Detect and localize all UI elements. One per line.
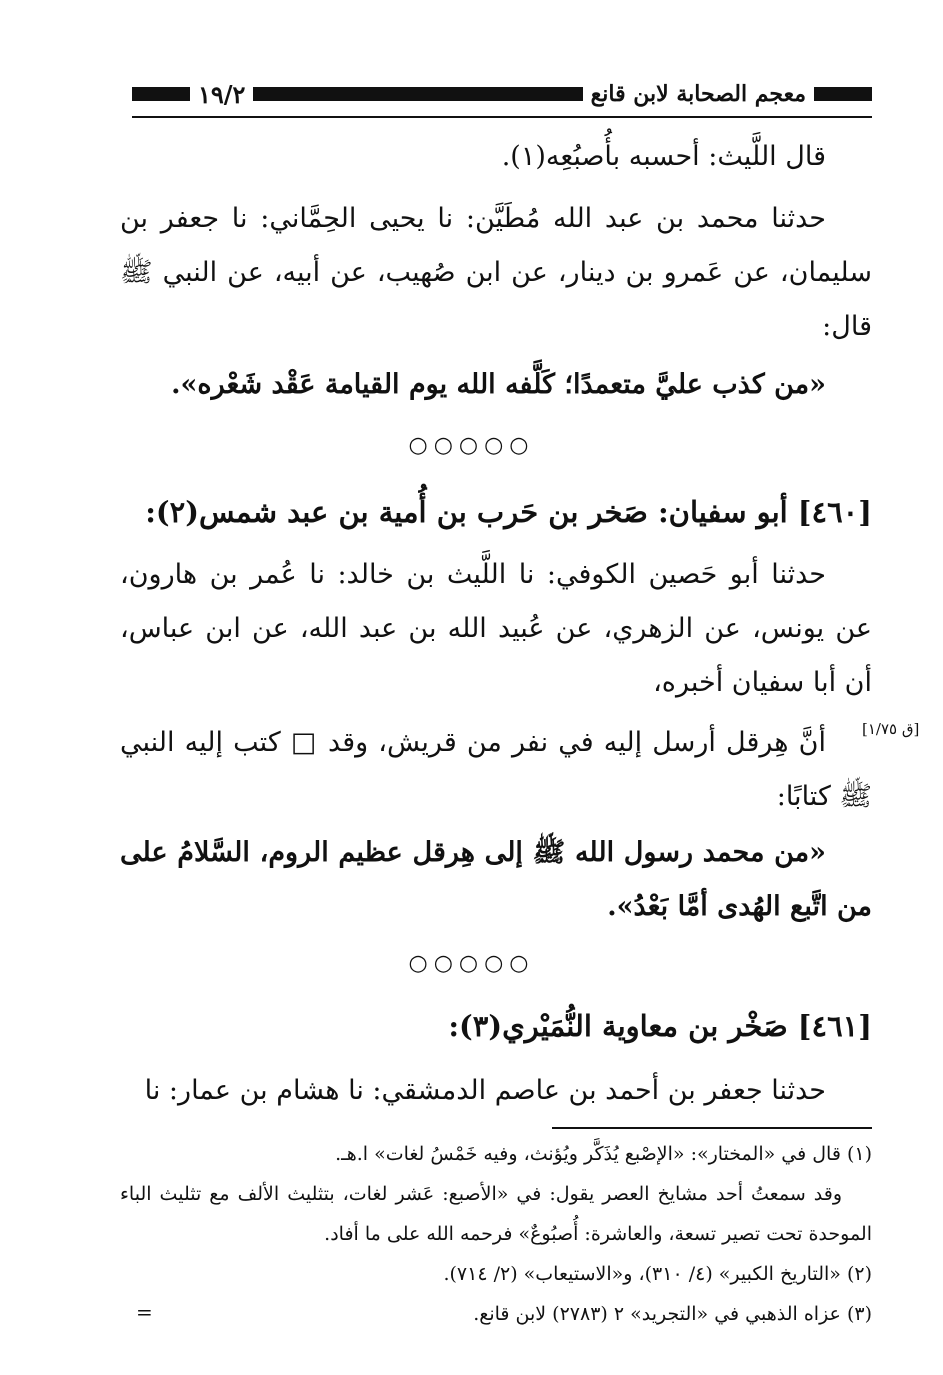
header-bar-middle	[253, 87, 582, 101]
separator-stars-1: ○○○○○	[408, 432, 535, 458]
book-title: معجم الصحابة لابن قانع	[590, 81, 806, 107]
hadith-text-2: «من محمد رسول الله ﷺ إلى هِرقل عظيم الروم، السَّلامُ على من اتَّبع الهُدى أمَّا بَعْدُ».	[120, 837, 872, 922]
footnotes	[120, 1134, 872, 1334]
paragraph-isnad-1: حدثنا محمد بن عبد الله مُطَيَّن: نا يحيى الحِمَّاني: نا جعفر بن سليمان، عن عَمرو بن دينار، عن ابن صُهيب، عن أبيه، عن النبي ﷺ قال:	[120, 203, 872, 342]
entry-heading-460: [٤٦٠] أبو سفيان: صَخر بن حَرب بن أُمية بن عبد شمس(٢):	[145, 495, 872, 529]
header-bar-left	[132, 87, 190, 101]
manuscript-folio-note: [ق ١/٧٥]	[862, 720, 920, 738]
header-bar-right	[814, 87, 872, 101]
running-header	[132, 76, 872, 112]
separator-stars-2: ○○○○○	[408, 950, 535, 976]
footnote-1-continued: وقد سمعتُ أحد مشايخ العصر يقول: في «الأصبع: عَشر لغات، بتثليث الألف مع تثليث الباء الموحدة تحت تصير تسعة، والعاشرة: أُصبُوعٌ» فرحمه الله على ما أفاد.	[120, 1183, 872, 1245]
footnote-1: (١) قال في «المختار»: «الإصْبع يُذَكَّر ويُؤنث، وفيه خَمْسُ لغات» ا.هـ.	[335, 1143, 872, 1165]
footnote-3: (٣) عزاه الذهبي في «التجريد» ٢ (٢٧٨٣) لابن قانع.	[473, 1303, 872, 1325]
paragraph-heraclius: أنَّ هِرقل أرسل إليه في نفر من قريش، وقد □ كتب إليه النبي ﷺ كتابًا:	[120, 727, 872, 812]
page-number: ١٩/٢	[198, 79, 246, 109]
paragraph-isnad-3: حدثنا جعفر بن أحمد بن عاصم الدمشقي: نا هشام بن عمار: نا	[144, 1075, 826, 1106]
footnote-rule	[552, 1127, 872, 1129]
page-side-mark: =	[136, 1300, 153, 1324]
paragraph-isnad-2: حدثنا أبو حَصين الكوفي: نا اللَّيث بن خالد: نا عُمر بن هارون، عن يونس، عن الزهري، عن عُبيد الله بن عبد الله، عن ابن عباس، أن أبا سفيان أخبره،	[120, 559, 872, 698]
hadith-text-1: «من كذب عليَّ متعمدًا؛ كَلَّفه الله يوم القيامة عَقْد شَعْره».	[171, 369, 826, 400]
header-rule	[132, 116, 872, 118]
paragraph-laith: قال اللَّيث: أحسبه بأُصبُعِه(١).	[501, 141, 826, 172]
footnote-2: (٢) «التاريخ الكبير» (٤/ ٣١٠)، و«الاستيعاب» (٢/ ٧١٤).	[443, 1263, 872, 1285]
entry-heading-461: [٤٦١] صَخْر بن معاوية النُّمَيْري(٣):	[448, 1009, 872, 1043]
